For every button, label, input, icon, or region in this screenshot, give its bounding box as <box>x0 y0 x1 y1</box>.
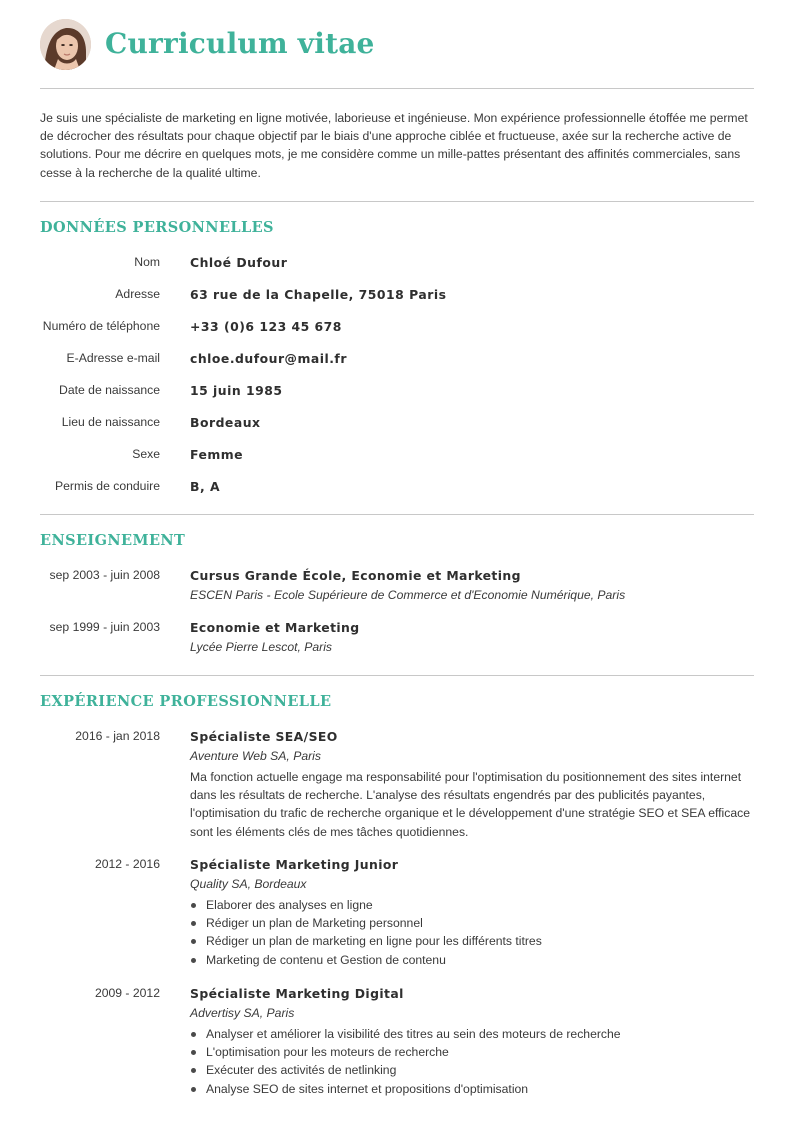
divider <box>40 201 754 202</box>
education-title: Cursus Grande École, Economie et Marketing <box>190 568 521 583</box>
section-title-education: ENSEIGNEMENT <box>40 532 186 549</box>
education-date: sep 2003 - juin 2008 <box>49 568 160 582</box>
experience-date: 2012 - 2016 <box>94 857 160 871</box>
experience-company: Advertisy SA, Paris <box>190 1006 295 1020</box>
field-label-name: Nom <box>134 255 160 269</box>
field-label-phone: Numéro de téléphone <box>42 319 160 333</box>
education-school: ESCEN Paris - Ecole Supérieure de Commerce et d'Economie Numérique, Paris <box>190 588 626 602</box>
divider <box>40 675 754 676</box>
field-value-birthdate: 15 juin 1985 <box>190 383 283 398</box>
profile-photo <box>40 19 91 70</box>
section-title-personal: DONNÉES PERSONNELLES <box>40 219 274 236</box>
field-label-gender: Sexe <box>132 447 160 461</box>
section-title-experience: EXPÉRIENCE PROFESSIONNELLE <box>40 693 332 710</box>
experience-title: Spécialiste Marketing Digital <box>190 986 404 1001</box>
profile-summary: Je suis une spécialiste de marketing en ligne motivée, laborieuse et ingénieuse. Mon expérience professionnelle étoffée me permet de décrocher des résultats pour chaque objectif par le biais d'une approche ciblée et fructueuse, axée sur la recherche active de solutions. Pour me décrire en quelques mots, je me considère comme un mille-pattes présentant des affinités commerciales, sans cesse à la recherche de la qualité ultime. <box>40 111 748 180</box>
education-date: sep 1999 - juin 2003 <box>49 620 160 634</box>
field-value-gender: Femme <box>190 447 244 462</box>
experience-title: Spécialiste SEA/SEO <box>190 729 338 744</box>
field-label-address: Adresse <box>115 287 160 301</box>
list-item: L'optimisation pour les moteurs de recherche <box>190 1043 621 1061</box>
list-item: Elaborer des analyses en ligne <box>190 896 542 914</box>
divider <box>40 88 754 89</box>
experience-date: 2016 - jan 2018 <box>75 729 160 743</box>
education-school: Lycée Pierre Lescot, Paris <box>190 640 333 654</box>
field-value-license: B, A <box>190 479 221 494</box>
list-item: Exécuter des activités de netlinking <box>190 1061 621 1079</box>
list-item: Rédiger un plan de marketing en ligne pour les différents titres <box>190 932 542 950</box>
field-label-birthplace: Lieu de naissance <box>61 415 160 429</box>
field-value-address: 63 rue de la Chapelle, 75018 Paris <box>190 287 447 302</box>
page-title: Curriculum vitae <box>105 27 375 60</box>
list-item: Rédiger un plan de Marketing personnel <box>190 914 542 932</box>
experience-title: Spécialiste Marketing Junior <box>190 857 399 872</box>
field-label-birthdate: Date de naissance <box>59 383 160 397</box>
experience-description: Ma fonction actuelle engage ma responsabilité pour l'optimisation du positionnement des sites internet dans les résultats de recherche. L'analyse des résultats engendrés par des publicités payantes, l'optimisation du trafic de recherche organique et le développement d'une stratégie SEO et SEA efficace sont les éléments clés de mes tâches quotidiennes. <box>190 770 750 839</box>
education-title: Economie et Marketing <box>190 620 360 635</box>
list-item: Analyse SEO de sites internet et propositions d'optimisation <box>190 1080 621 1098</box>
profile-photo-image <box>40 19 91 70</box>
field-value-name: Chloé Dufour <box>190 255 288 270</box>
field-value-phone: +33 (0)6 123 45 678 <box>190 319 342 334</box>
field-label-email: E-Adresse e-mail <box>66 351 160 365</box>
experience-task-list <box>190 896 542 969</box>
divider <box>40 514 754 515</box>
field-value-birthplace: Bordeaux <box>190 415 261 430</box>
list-item: Marketing de contenu et Gestion de contenu <box>190 951 542 969</box>
list-item: Analyser et améliorer la visibilité des titres au sein des moteurs de recherche <box>190 1025 621 1043</box>
experience-task-list <box>190 1025 621 1098</box>
experience-company: Quality SA, Bordeaux <box>190 877 307 891</box>
cv-header <box>40 18 375 70</box>
experience-company: Aventure Web SA, Paris <box>190 749 321 763</box>
field-label-license: Permis de conduire <box>55 479 160 493</box>
field-value-email[interactable]: chloe.dufour@mail.fr <box>190 351 347 366</box>
experience-date: 2009 - 2012 <box>94 986 160 1000</box>
